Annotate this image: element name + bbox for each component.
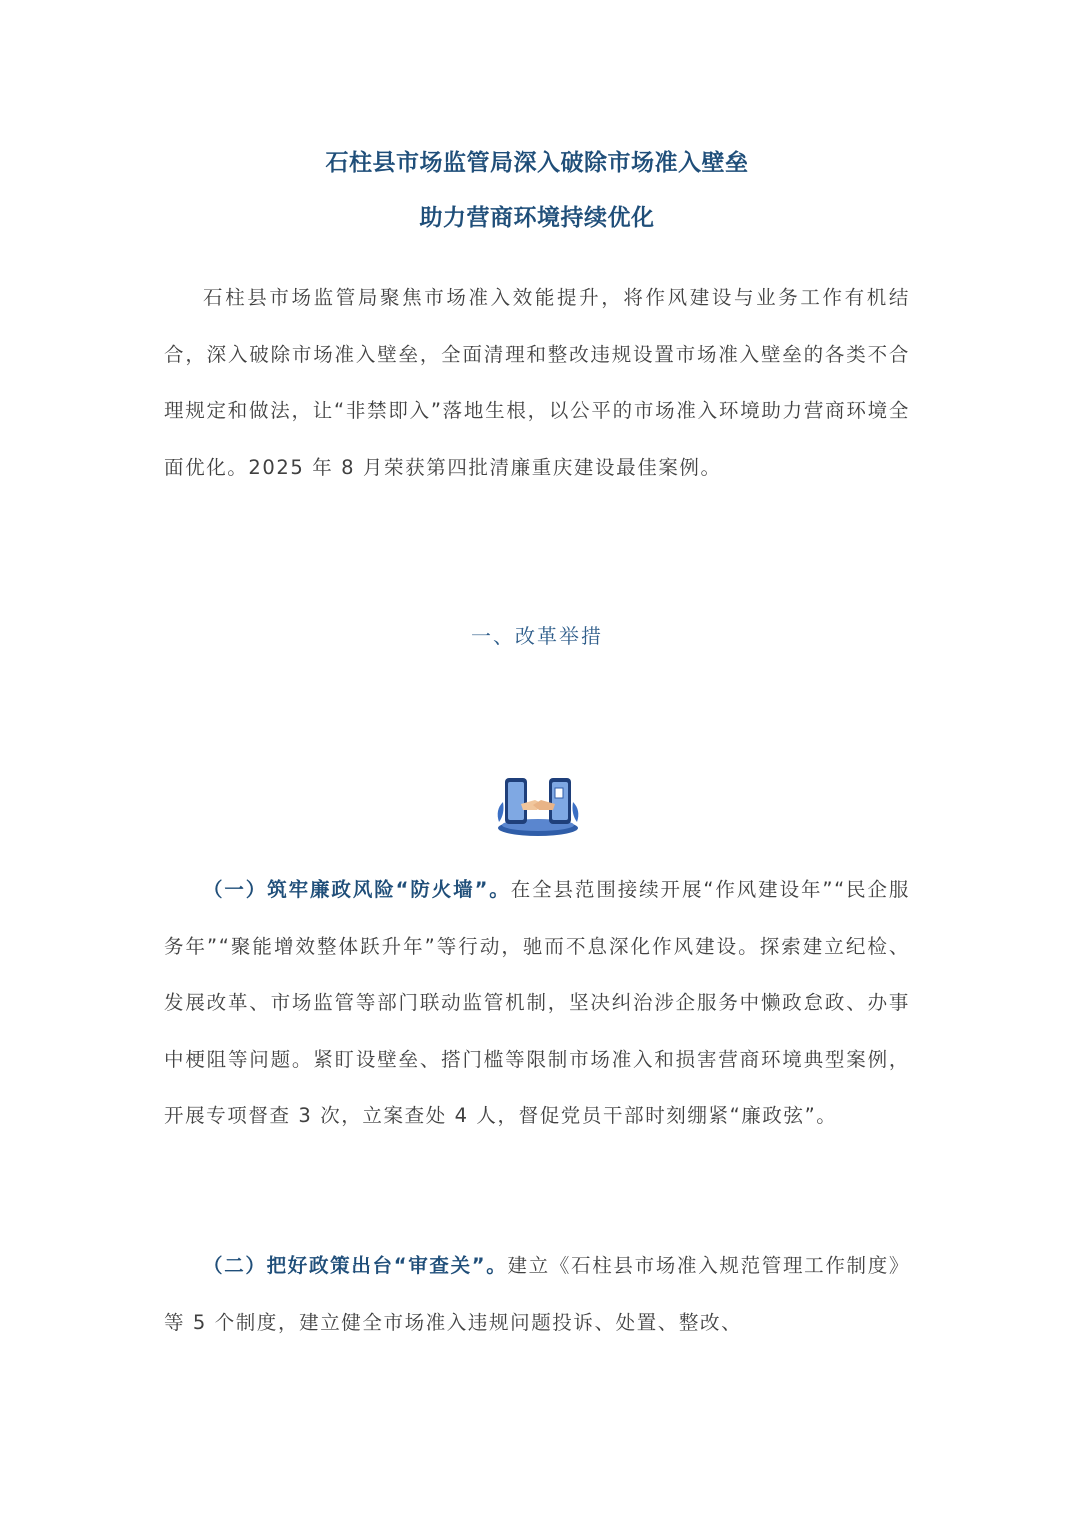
document-title-line1: 石柱县市场监管局深入破除市场准入壁垒	[325, 149, 749, 176]
item2-lead: （二）把好政策出台“审查关”。	[203, 1254, 508, 1277]
intro-paragraph: 石柱县市场监管局聚焦市场准入效能提升，将作风建设与业务工作有机结合，深入破除市场准入壁垒，全面清理和整改违规设置市场准入壁垒的各类不合理规定和做法，让“非禁即入”落地生根，以公平的市场准入环境助力营商环境全面优化。2025 年 8 月荣获第四批清廉重庆建设最佳案例。	[164, 286, 910, 479]
item1-lead: （一）筑牢廉政风险“防火墙”。	[203, 878, 511, 901]
item2-paragraph	[164, 1238, 910, 1351]
item1-body: 在全县范围接续开展“作风建设年”“民企服务年”“聚能增效整体跃升年”等行动，驰而不息深化作风建设。探索建立纪检、发展改革、市场监管等部门联动监管机制，坚决纠治涉企服务中懒政怠政、办事中梗阻等问题。紧盯设壁垒、搭门槛等限制市场准入和损害营商环境典型案例，开展专项督查 3 次，立案查处 4 人，督促党员干部时刻绷紧“廉政弦”。	[164, 878, 910, 1127]
document-title-line2: 助力营商环境持续优化	[419, 204, 655, 231]
item1-paragraph	[164, 862, 910, 1145]
section-heading-reform-measures: 一、改革举措	[471, 624, 603, 648]
handshake-phones-icon	[493, 772, 583, 838]
item2-body: 建立《石柱县市场准入规范管理工作制度》等 5 个制度，建立健全市场准入违规问题投诉、处置、整改、	[164, 1254, 910, 1334]
